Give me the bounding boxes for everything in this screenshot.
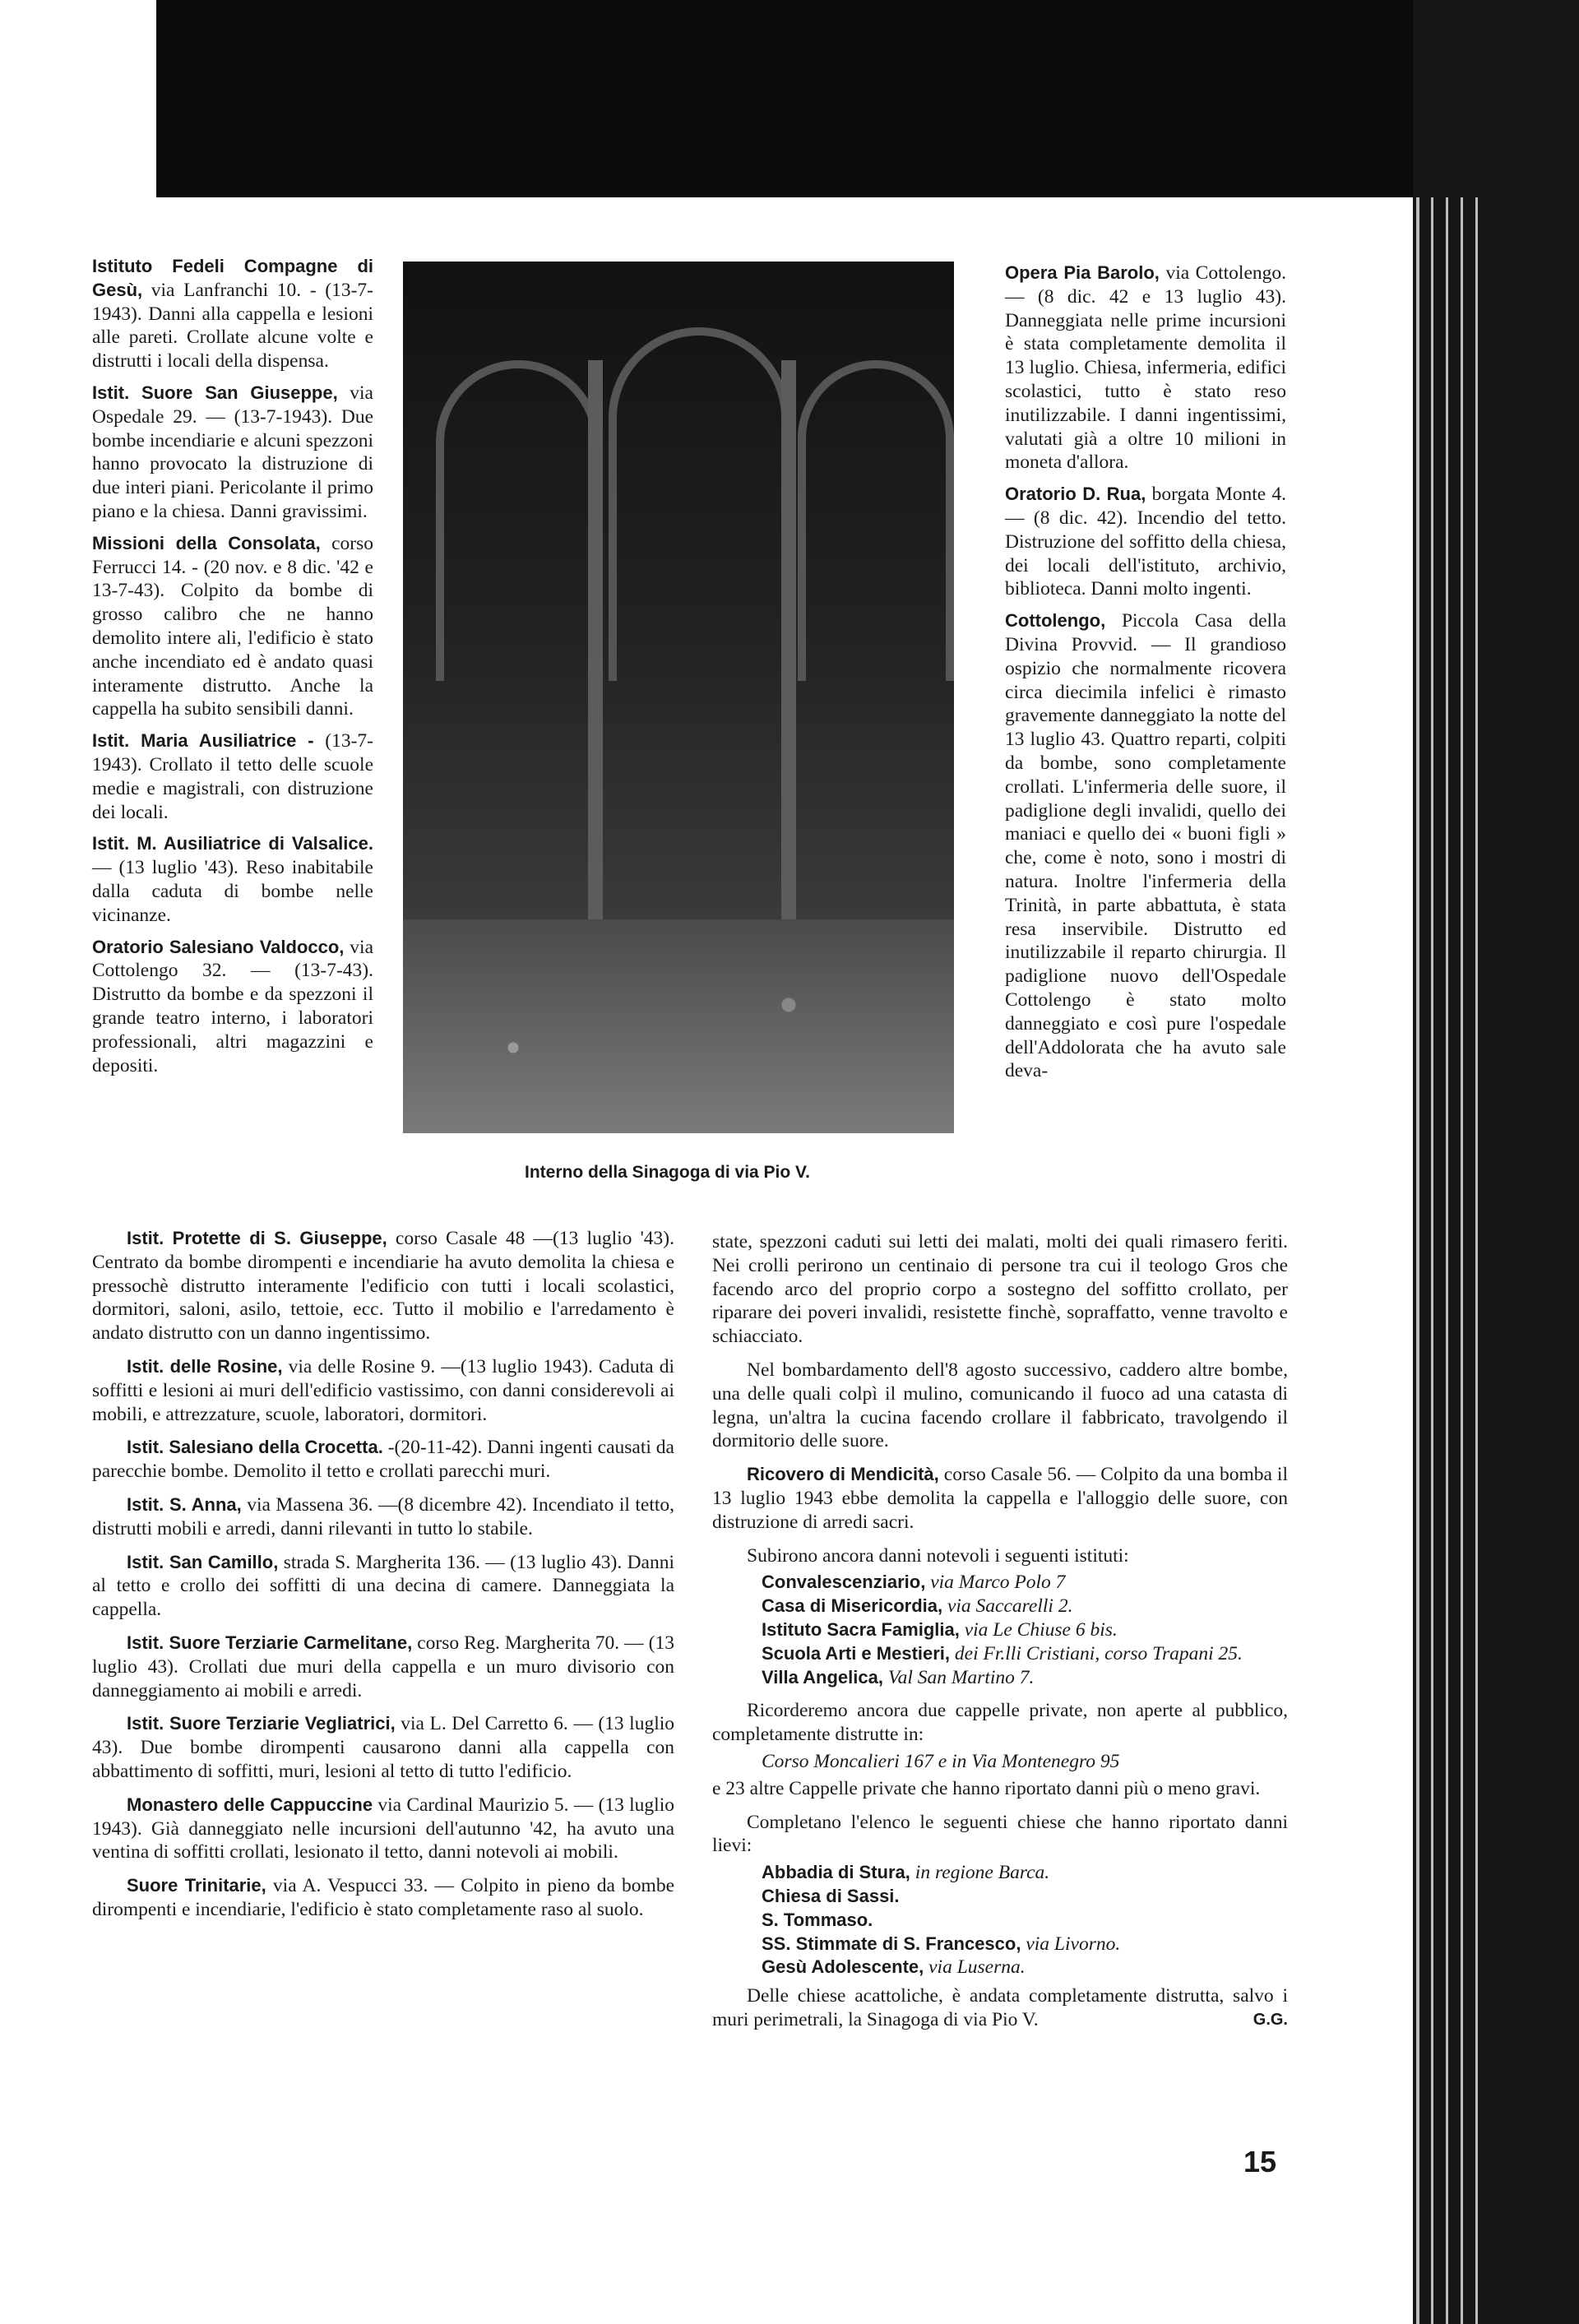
list-item: Casa di Misericordia, via Saccarelli 2.	[762, 1595, 1073, 1618]
entry: Istit. Suore Terziarie Carmelitane, corso Reg. Margherita 70. — (13 luglio 43). Crollati due muri della cappella e un muro divisorio con danneggiamento ai mobili e arredi.	[92, 1632, 674, 1701]
entry: Oratorio D. Rua, borgata Monte 4. — (8 dic. 42). Incendio del tetto. Distruzione del soffitto della chiesa, dei locali dell'istituto, archivio, biblioteca. Danni molto ingenti.	[1005, 484, 1286, 600]
closing-paragraph: Delle chiese acattoliche, è andata completamente distrutta, salvo i muri perimetrali, la Sinagoga di via Pio V. G.G.	[712, 1985, 1288, 2030]
entry: Istit. Suore Terziarie Vegliatrici, via L. Del Carretto 6. — (13 luglio 43). Due bombe dirompenti causarono danni alla cappella con abbattimento di soffitti, muri, lesioni al tetto di tutto l'edificio.	[92, 1713, 675, 1782]
page-edge	[1446, 197, 1448, 2324]
paragraph: Ricorderemo ancora due cappelle private, non aperte al pubblico, completamente distrutte in:	[712, 1700, 1288, 1746]
entry: Istit. Suore San Giuseppe, via Ospedale 29. — (13-7-1943). Due bombe incendiarie e alcuni spezzoni hanno provocato la distruzione di due interi piani. Pericolante il primo piano e la chiesa. Danni gravissimi.	[92, 382, 373, 522]
page-number: 15	[1243, 2145, 1277, 2178]
lower-left-column	[92, 1227, 674, 1932]
paragraph: Completano l'elenco le seguenti chiese che hanno riportato danni lievi:	[712, 1811, 1288, 1857]
entry: Istit. Salesiano della Crocetta. -(20-11-42). Danni ingenti causati da parecchie bombe. Demolito il tetto e crollati parecchi muri.	[92, 1437, 674, 1483]
scan-top-border	[0, 0, 1579, 197]
lower-right-column	[712, 1230, 1288, 2042]
list-item: Convalescenziario, via Marco Polo 7	[762, 1572, 1066, 1594]
list-item: Villa Angelica, Val San Martino 7.	[762, 1666, 1035, 1688]
paragraph: e 23 altre Cappelle private che hanno riportato danni più o meno gravi.	[712, 1777, 1261, 1799]
entry: Opera Pia Barolo, via Cottolengo. — (8 dic. 42 e 13 luglio 43). Danneggiata nelle prime incursioni è stata completamente demolita il 13 luglio. Chiesa, infermeria, edifici scolastici, tutto è stato reso inutilizzabile. I danni ingentissimi, valutati già a oltre 10 milioni in moneta d'allora.	[1005, 262, 1286, 474]
left-column	[92, 255, 373, 1086]
list-item: Istituto Sacra Famiglia, via Le Chiuse 6 bis.	[762, 1618, 1118, 1641]
entry: Istit. delle Rosine, via delle Rosine 9. —(13 luglio 1943). Caduta di soffitti e lesioni ai muri dell'edificio vastissimo, con danni considerevoli ai mobili, e attrezzature, scuole, laboratori, dormitori.	[92, 1355, 674, 1425]
scan-right-border	[1413, 0, 1579, 2324]
page-edge	[1416, 197, 1419, 2324]
entry: Ricovero di Mendicità, corso Casale 56. — Colpito da una bomba il 13 luglio 1943 ebbe demolita la cappella e l'alloggio delle suore, con distruzione di arredi sacri.	[712, 1464, 1288, 1533]
entry: Suore Trinitarie, via A. Vespucci 33. — Colpito in pieno da bombe dirompenti e incendiarie, l'edificio è stato completamente raso al suolo.	[92, 1875, 674, 1920]
entry: Istit. Maria Ausiliatrice - (13-7-1943). Crollato il tetto delle scuole medie e magistrali, con distruzione dei locali.	[92, 730, 373, 823]
continuation-text: state, spezzoni caduti sui letti dei malati, molti dei quali rimasero feriti. Nei crolli perirono un centinaio di persone tra cui il teologo Gros che facendo arco del proprio corpo a sostegno del soffitto crollato, per riparare dei poveri invalidi, resistette finchè, sopraffatto, venne travolto e schiacciato.	[712, 1231, 1288, 1348]
entry: Istit. S. Anna, via Massena 36. —(8 dicembre 42). Incendiato il tetto, distrutti mobili e arredi, danni rilevanti in tutto lo stabile.	[92, 1493, 674, 1539]
list-item: Corso Moncalieri 167 e in Via Montenegro 95	[762, 1750, 1120, 1772]
entry: Oratorio Salesiano Valdocco, via Cottolengo 32. — (13-7-43). Distrutto da bombe e da spezzoni il grande teatro interno, i laboratori professionali, altri magazzini e depositi.	[92, 936, 373, 1076]
paragraph: Nel bombardamento dell'8 agosto successivo, caddero altre bombe, una delle quali colpì il mulino, comunicando il fuoco ad una catasta di legna, un'altra la cucina facendo crollare il fabbricato, travolgendo il dormitorio delle suore.	[712, 1359, 1288, 1452]
page-edge	[1431, 197, 1433, 2324]
list-item: SS. Stimmate di S. Francesco, via Livorno.	[762, 1933, 1121, 1955]
right-column	[1005, 262, 1286, 1091]
list-item: Abbadia di Stura, in regione Barca.	[762, 1862, 1050, 1884]
list-item: Scuola Arti e Mestieri, dei Fr.lli Cristiani, corso Trapani 25.	[762, 1642, 1243, 1664]
list-item: Gesù Adolescente, via Luserna.	[762, 1956, 1026, 1979]
entry: Istit. Protette di S. Giuseppe, corso Casale 48 —(13 luglio '43). Centrato da bombe dirompenti e incendiarie ha avuto demolita la chiesa e pressochè distrutto interamente l'edificio con tutti i locali scolastici, dormitori, saloni, asilo, tettoie, ecc. Tutto il mobilio e l'arredamento è andato distrutto con un danno ingentissimo.	[92, 1228, 675, 1345]
entry: Istit. San Camillo, strada S. Margherita 136. — (13 luglio 43). Danni al tetto e crollo dei soffitti di una decina di camere. Danneggiata la cappella.	[92, 1551, 674, 1621]
author-initials: G.G.	[1253, 2010, 1288, 2029]
synagogue-interior-photo	[403, 262, 954, 1133]
entry: Istit. M. Ausiliatrice di Valsalice. — (13 luglio '43). Reso inabitabile dalla caduta di bombe nelle vicinanze.	[92, 833, 373, 926]
list-item: S. Tommaso.	[762, 1909, 873, 1930]
photo-caption: Interno della Sinagoga di via Pio V.	[525, 1163, 810, 1182]
entry: Missioni della Consolata, corso Ferrucci 14. - (20 nov. e 8 dic. '42 e 13-7-43). Colpito da bombe di grosso calibro che ne hanno demolito intere ali, l'edificio è stato anche incendiato ed è andato quasi interamente distrutto. Anche la cappella ha subito sensibili danni.	[92, 532, 373, 720]
paragraph: Subirono ancora danni notevoli i seguenti istituti:	[747, 1544, 1129, 1567]
entry: Monastero delle Cappuccine via Cardinal Maurizio 5. — (13 luglio 1943). Già danneggiato nelle incursioni dell'autunno '42, ha avuto una ventina di soffitti crollati, lesionato il tetto, danni notevoli ai mobili.	[92, 1794, 674, 1863]
list-item: Chiesa di Sassi.	[762, 1885, 900, 1906]
page-edge	[1475, 197, 1478, 2324]
entry: Istituto Fedeli Compagne di Gesù, via Lanfranchi 10. - (13-7-1943). Danni alla cappella e lesioni alle pareti. Crollate alcune volte e distrutti i locali della dispensa.	[92, 256, 373, 373]
page-edge	[1461, 197, 1463, 2324]
entry: Cottolengo, Piccola Casa della Divina Provvid. — Il grandioso ospizio che normalmente ricovera circa diecimila infelici è rimasto gravemente danneggiato la notte del 13 luglio 43. Quattro reparti, colpiti da bombe, sono completamente crollati. L'infermeria delle suore, il padiglione degli invalidi, quello dei maniaci e quello dei « buoni figli » che, come è noto, sono i mostri di natura. Inoltre l'infermeria della Trinità, in parte abbattuta, è stata resa inservibile. Distrutto ed inutilizzabile il reparto chirurgia. Il padiglione nuovo dell'Ospedale Cottolengo è stato molto danneggiato e così pure l'ospedale dell'Addolorata che ha avuto sale deva-	[1005, 610, 1286, 1082]
